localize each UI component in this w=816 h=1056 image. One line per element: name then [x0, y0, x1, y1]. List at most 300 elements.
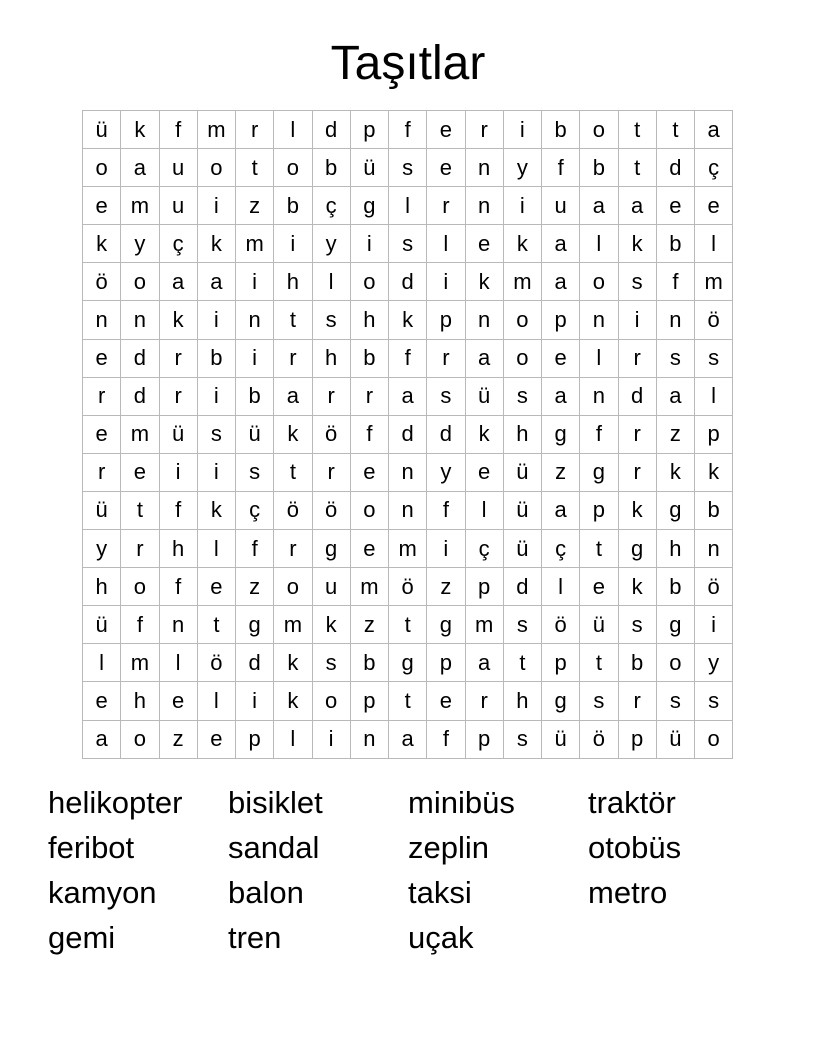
grid-cell: ö: [312, 415, 350, 453]
grid-row: [83, 111, 733, 149]
grid-row: [83, 453, 733, 491]
grid-cell: ç: [236, 491, 274, 529]
grid-cell: o: [197, 149, 235, 187]
grid-cell: l: [580, 339, 618, 377]
grid-cell: e: [427, 111, 465, 149]
grid-cell: l: [312, 263, 350, 301]
grid-cell: s: [427, 377, 465, 415]
grid-cell: ö: [197, 644, 235, 682]
grid-cell: t: [197, 606, 235, 644]
grid-cell: i: [197, 377, 235, 415]
grid-cell: z: [542, 453, 580, 491]
grid-cell: ü: [503, 453, 541, 491]
grid-cell: k: [197, 491, 235, 529]
grid-cell: d: [427, 415, 465, 453]
grid-cell: s: [618, 606, 656, 644]
grid-cell: ü: [159, 415, 197, 453]
grid-cell: b: [695, 491, 733, 529]
grid-cell: o: [312, 682, 350, 720]
grid-cell: g: [542, 415, 580, 453]
grid-cell: l: [274, 720, 312, 758]
grid-cell: h: [503, 415, 541, 453]
grid-cell: p: [542, 301, 580, 339]
grid-cell: r: [618, 453, 656, 491]
grid-cell: r: [465, 111, 503, 149]
grid-cell: r: [274, 530, 312, 568]
grid-cell: r: [83, 453, 121, 491]
grid-cell: f: [580, 415, 618, 453]
word-list-item: tren: [228, 920, 282, 955]
grid-cell: e: [542, 339, 580, 377]
grid-cell: a: [542, 491, 580, 529]
grid-row: [83, 187, 733, 225]
grid-cell: f: [350, 415, 388, 453]
grid-cell: e: [83, 339, 121, 377]
grid-cell: e: [350, 530, 388, 568]
grid-cell: k: [656, 453, 694, 491]
grid-cell: b: [197, 339, 235, 377]
grid-cell: l: [389, 187, 427, 225]
grid-cell: m: [121, 644, 159, 682]
grid-cell: f: [236, 530, 274, 568]
grid-cell: a: [542, 377, 580, 415]
grid-cell: t: [121, 491, 159, 529]
grid-cell: k: [465, 263, 503, 301]
grid-cell: h: [274, 263, 312, 301]
grid-cell: t: [580, 644, 618, 682]
grid-cell: u: [542, 187, 580, 225]
grid-cell: ö: [695, 568, 733, 606]
grid-cell: p: [427, 644, 465, 682]
word-list-item: traktör: [588, 785, 676, 820]
grid-cell: m: [236, 225, 274, 263]
grid-cell: o: [580, 263, 618, 301]
grid-cell: d: [618, 377, 656, 415]
grid-cell: h: [83, 568, 121, 606]
grid-cell: i: [274, 225, 312, 263]
grid-cell: o: [121, 568, 159, 606]
grid-cell: p: [236, 720, 274, 758]
grid-row: [83, 149, 733, 187]
word-list-item: kamyon: [48, 875, 157, 910]
grid-cell: l: [580, 225, 618, 263]
grid-cell: ü: [465, 377, 503, 415]
grid-cell: s: [503, 606, 541, 644]
grid-cell: b: [312, 149, 350, 187]
grid-cell: ç: [465, 530, 503, 568]
grid-cell: k: [121, 111, 159, 149]
grid-cell: e: [197, 720, 235, 758]
grid-cell: u: [159, 149, 197, 187]
grid-cell: n: [465, 301, 503, 339]
grid-cell: a: [465, 339, 503, 377]
grid-cell: o: [274, 568, 312, 606]
grid-cell: o: [83, 149, 121, 187]
grid-cell: ö: [389, 568, 427, 606]
grid-cell: k: [503, 225, 541, 263]
grid-cell: f: [389, 111, 427, 149]
grid-row: [83, 530, 733, 568]
grid-cell: s: [312, 301, 350, 339]
grid-cell: i: [312, 720, 350, 758]
grid-cell: ü: [580, 606, 618, 644]
grid-cell: t: [580, 530, 618, 568]
grid-cell: e: [427, 682, 465, 720]
grid-cell: t: [618, 111, 656, 149]
grid-cell: i: [695, 606, 733, 644]
grid-cell: r: [312, 453, 350, 491]
grid-cell: f: [159, 491, 197, 529]
grid-cell: t: [389, 606, 427, 644]
grid-cell: p: [465, 568, 503, 606]
grid-cell: e: [83, 187, 121, 225]
grid-cell: d: [389, 415, 427, 453]
grid-cell: ü: [83, 606, 121, 644]
grid-cell: a: [542, 263, 580, 301]
grid-cell: m: [389, 530, 427, 568]
grid-cell: n: [236, 301, 274, 339]
grid-cell: s: [656, 339, 694, 377]
grid-cell: f: [121, 606, 159, 644]
grid-cell: b: [350, 644, 388, 682]
grid-cell: i: [350, 225, 388, 263]
grid-cell: f: [427, 491, 465, 529]
grid-cell: n: [465, 149, 503, 187]
word-list: [48, 780, 768, 960]
grid-cell: g: [656, 606, 694, 644]
grid-cell: s: [618, 263, 656, 301]
grid-cell: f: [427, 720, 465, 758]
grid-cell: a: [580, 187, 618, 225]
grid-cell: l: [427, 225, 465, 263]
grid-cell: s: [389, 149, 427, 187]
grid-cell: k: [274, 415, 312, 453]
grid-cell: m: [350, 568, 388, 606]
grid-cell: r: [121, 530, 159, 568]
grid-cell: b: [580, 149, 618, 187]
grid-cell: g: [656, 491, 694, 529]
grid-cell: e: [465, 453, 503, 491]
grid-cell: r: [427, 339, 465, 377]
grid-cell: a: [121, 149, 159, 187]
grid-cell: l: [197, 682, 235, 720]
grid-cell: e: [465, 225, 503, 263]
grid-row: [83, 606, 733, 644]
grid-cell: ü: [503, 491, 541, 529]
grid-row: [83, 720, 733, 758]
grid-cell: l: [274, 111, 312, 149]
grid-cell: g: [236, 606, 274, 644]
grid-cell: a: [695, 111, 733, 149]
grid-cell: e: [121, 453, 159, 491]
grid-cell: n: [350, 720, 388, 758]
grid-cell: h: [312, 339, 350, 377]
grid-cell: k: [695, 453, 733, 491]
grid-cell: g: [389, 644, 427, 682]
grid-cell: r: [350, 377, 388, 415]
grid-cell: f: [159, 568, 197, 606]
grid-cell: n: [465, 187, 503, 225]
grid-cell: r: [618, 339, 656, 377]
grid-cell: k: [618, 568, 656, 606]
grid-cell: h: [656, 530, 694, 568]
grid-cell: r: [465, 682, 503, 720]
grid-cell: f: [159, 111, 197, 149]
grid-cell: f: [542, 149, 580, 187]
grid-cell: b: [236, 377, 274, 415]
grid-cell: ü: [236, 415, 274, 453]
grid-row: [83, 263, 733, 301]
grid-cell: u: [159, 187, 197, 225]
grid-cell: e: [350, 453, 388, 491]
grid-cell: k: [274, 644, 312, 682]
word-list-item: uçak: [408, 920, 474, 955]
grid-cell: r: [312, 377, 350, 415]
grid-row: [83, 491, 733, 529]
grid-cell: h: [159, 530, 197, 568]
grid-cell: z: [236, 568, 274, 606]
page-title: Taşıtlar: [330, 37, 486, 90]
grid-cell: a: [83, 720, 121, 758]
grid-cell: m: [121, 187, 159, 225]
grid-cell: i: [427, 263, 465, 301]
grid-cell: k: [618, 491, 656, 529]
grid-cell: u: [312, 568, 350, 606]
grid-cell: e: [197, 568, 235, 606]
grid-cell: i: [236, 263, 274, 301]
grid-cell: z: [159, 720, 197, 758]
grid-row: [83, 644, 733, 682]
grid-cell: k: [159, 301, 197, 339]
grid-cell: e: [83, 682, 121, 720]
grid-cell: l: [465, 491, 503, 529]
grid-cell: h: [350, 301, 388, 339]
grid-cell: g: [350, 187, 388, 225]
grid-cell: l: [83, 644, 121, 682]
grid-cell: e: [656, 187, 694, 225]
grid-cell: g: [312, 530, 350, 568]
grid-cell: k: [197, 225, 235, 263]
grid-cell: r: [236, 111, 274, 149]
grid-cell: s: [197, 415, 235, 453]
grid-cell: ö: [580, 720, 618, 758]
grid-cell: d: [121, 377, 159, 415]
grid-cell: ö: [542, 606, 580, 644]
grid-cell: ç: [159, 225, 197, 263]
grid-cell: e: [580, 568, 618, 606]
grid-cell: k: [274, 682, 312, 720]
grid-cell: a: [389, 720, 427, 758]
grid-cell: l: [695, 377, 733, 415]
grid-cell: b: [542, 111, 580, 149]
grid-cell: o: [121, 263, 159, 301]
grid-cell: e: [427, 149, 465, 187]
grid-cell: g: [427, 606, 465, 644]
grid-cell: y: [427, 453, 465, 491]
grid-cell: t: [236, 149, 274, 187]
grid-cell: a: [542, 225, 580, 263]
grid-cell: r: [618, 415, 656, 453]
grid-cell: z: [427, 568, 465, 606]
grid-cell: e: [695, 187, 733, 225]
grid-cell: m: [274, 606, 312, 644]
grid-cell: b: [656, 225, 694, 263]
grid-cell: i: [503, 187, 541, 225]
grid-cell: y: [312, 225, 350, 263]
grid-row: [83, 225, 733, 263]
grid-cell: i: [197, 187, 235, 225]
grid-cell: m: [197, 111, 235, 149]
grid-row: [83, 377, 733, 415]
grid-cell: p: [580, 491, 618, 529]
grid-cell: s: [656, 682, 694, 720]
grid-cell: a: [656, 377, 694, 415]
grid-cell: t: [274, 301, 312, 339]
grid-cell: y: [121, 225, 159, 263]
grid-cell: b: [274, 187, 312, 225]
grid-cell: n: [580, 301, 618, 339]
grid-cell: i: [197, 301, 235, 339]
grid-cell: o: [350, 491, 388, 529]
grid-row: [83, 415, 733, 453]
grid-cell: ü: [83, 491, 121, 529]
word-search-grid: [82, 110, 733, 759]
word-list-item: helikopter: [48, 785, 183, 820]
grid-cell: y: [695, 644, 733, 682]
grid-cell: z: [236, 187, 274, 225]
grid-cell: b: [350, 339, 388, 377]
grid-cell: f: [389, 339, 427, 377]
grid-cell: n: [389, 453, 427, 491]
grid-cell: h: [503, 682, 541, 720]
grid-cell: r: [618, 682, 656, 720]
grid-cell: a: [159, 263, 197, 301]
grid-cell: y: [83, 530, 121, 568]
grid-cell: a: [389, 377, 427, 415]
grid-cell: f: [656, 263, 694, 301]
grid-cell: m: [695, 263, 733, 301]
grid-row: [83, 339, 733, 377]
grid-cell: o: [580, 111, 618, 149]
grid-cell: ç: [312, 187, 350, 225]
grid-cell: ç: [542, 530, 580, 568]
grid-cell: a: [465, 644, 503, 682]
grid-cell: l: [159, 644, 197, 682]
grid-cell: r: [274, 339, 312, 377]
grid-cell: t: [618, 149, 656, 187]
grid-cell: m: [465, 606, 503, 644]
grid-cell: b: [618, 644, 656, 682]
grid-cell: p: [695, 415, 733, 453]
grid-cell: r: [159, 377, 197, 415]
grid-cell: s: [503, 377, 541, 415]
grid-cell: s: [236, 453, 274, 491]
grid-cell: n: [580, 377, 618, 415]
grid-cell: i: [197, 453, 235, 491]
word-list-item: bisiklet: [228, 785, 323, 820]
grid-cell: z: [656, 415, 694, 453]
grid-cell: i: [159, 453, 197, 491]
grid-cell: n: [159, 606, 197, 644]
grid-cell: e: [159, 682, 197, 720]
grid-cell: o: [656, 644, 694, 682]
grid-cell: i: [618, 301, 656, 339]
grid-cell: r: [159, 339, 197, 377]
grid-row: [83, 568, 733, 606]
grid-cell: n: [695, 530, 733, 568]
grid-cell: r: [83, 377, 121, 415]
grid-cell: d: [656, 149, 694, 187]
grid-cell: t: [656, 111, 694, 149]
word-list-item: sandal: [228, 830, 320, 865]
grid-cell: b: [656, 568, 694, 606]
word-list-item: feribot: [48, 830, 135, 865]
grid-cell: s: [580, 682, 618, 720]
grid-cell: ü: [542, 720, 580, 758]
grid-cell: o: [695, 720, 733, 758]
grid-cell: ü: [503, 530, 541, 568]
grid-cell: ü: [656, 720, 694, 758]
word-list-item: metro: [588, 875, 668, 910]
grid-cell: ö: [83, 263, 121, 301]
grid-row: [83, 301, 733, 339]
grid-cell: d: [503, 568, 541, 606]
grid-cell: s: [695, 339, 733, 377]
grid-cell: p: [542, 644, 580, 682]
grid-cell: k: [618, 225, 656, 263]
grid-cell: s: [695, 682, 733, 720]
grid-cell: d: [121, 339, 159, 377]
grid-cell: o: [503, 301, 541, 339]
word-list-item: balon: [228, 875, 304, 910]
grid-cell: ö: [312, 491, 350, 529]
grid-cell: o: [350, 263, 388, 301]
grid-cell: i: [236, 339, 274, 377]
grid-cell: r: [427, 187, 465, 225]
grid-cell: k: [312, 606, 350, 644]
grid-cell: k: [465, 415, 503, 453]
grid-cell: l: [542, 568, 580, 606]
grid-cell: s: [389, 225, 427, 263]
grid-cell: d: [389, 263, 427, 301]
grid-cell: n: [389, 491, 427, 529]
grid-cell: k: [389, 301, 427, 339]
grid-cell: p: [350, 682, 388, 720]
grid-cell: s: [503, 720, 541, 758]
grid-cell: m: [503, 263, 541, 301]
grid-cell: o: [503, 339, 541, 377]
word-list-item: otobüs: [588, 830, 682, 865]
grid-cell: a: [274, 377, 312, 415]
grid-cell: ü: [83, 111, 121, 149]
grid-cell: n: [121, 301, 159, 339]
grid-cell: l: [695, 225, 733, 263]
grid-cell: m: [121, 415, 159, 453]
grid-cell: a: [618, 187, 656, 225]
grid-cell: i: [503, 111, 541, 149]
grid-cell: e: [83, 415, 121, 453]
grid-cell: g: [542, 682, 580, 720]
grid-cell: i: [427, 530, 465, 568]
grid-cell: ö: [274, 491, 312, 529]
word-list-item: taksi: [408, 875, 472, 910]
grid-cell: z: [350, 606, 388, 644]
grid-cell: p: [618, 720, 656, 758]
grid-cell: k: [83, 225, 121, 263]
grid-cell: t: [389, 682, 427, 720]
grid-cell: g: [580, 453, 618, 491]
grid-cell: ü: [350, 149, 388, 187]
